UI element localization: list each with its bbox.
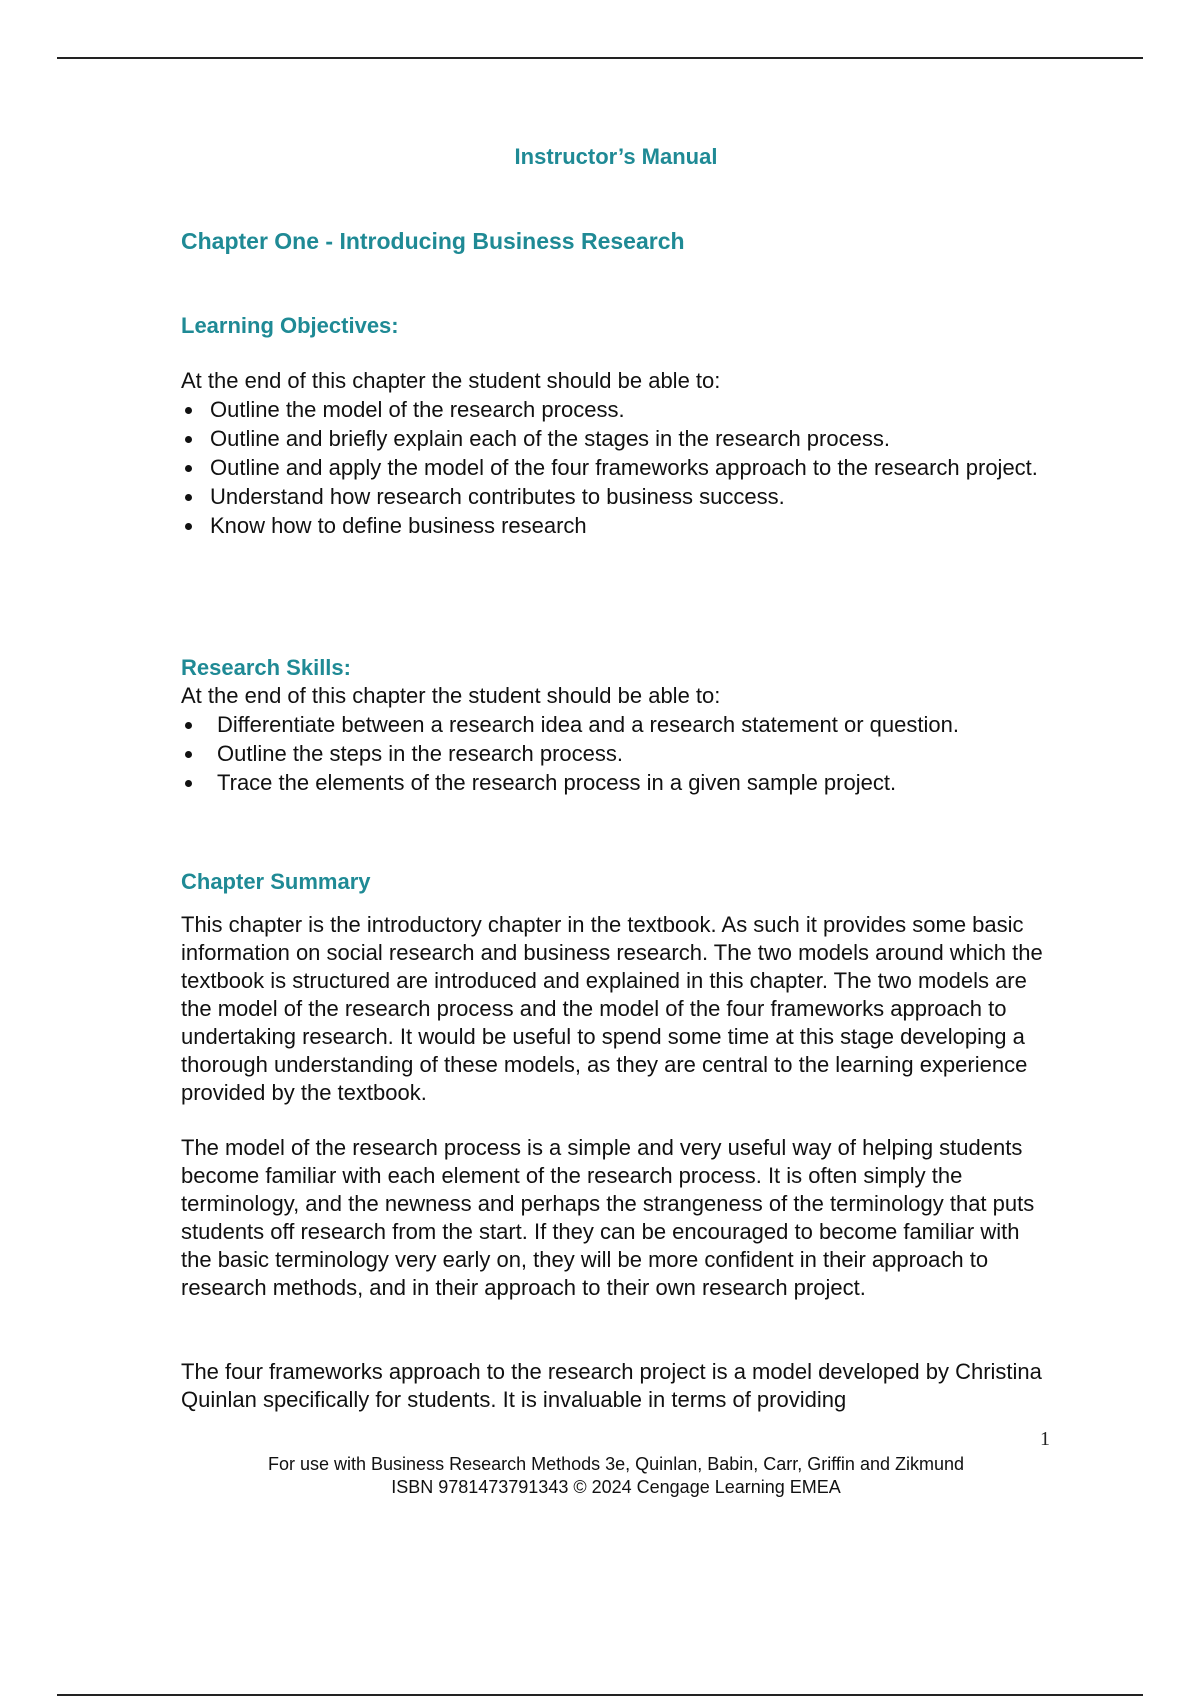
list-item: Trace the elements of the research process in a given sample project. (181, 769, 1051, 797)
chapter-heading: Chapter One - Introducing Business Research (181, 228, 685, 254)
research-skills-heading: Research Skills: (181, 655, 351, 680)
learning-objectives-intro: At the end of this chapter the student should be able to: (181, 368, 721, 393)
list-item: Differentiate between a research idea and a research statement or question. (181, 711, 1051, 739)
summary-paragraph: This chapter is the introductory chapter in the textbook. As such it provides some basic information on social research and business research. The two models around which the textbook is structured are introduced and explained in this chapter. The two models are the model of the research process and the model of the four frameworks approach to undertaking research. It would be useful to spend some time at this stage developing a thorough understanding of these models, as they are central to the learning experience provided by the textbook. (181, 912, 1043, 1105)
list-item: Outline the steps in the research process. (181, 740, 1051, 768)
learning-objectives-heading: Learning Objectives: (181, 313, 399, 338)
list-item: Know how to define business research (181, 512, 1051, 540)
footer-citation: For use with Business Research Methods 3e, Quinlan, Babin, Carr, Griffin and Zikmund (268, 1454, 964, 1474)
list-item: Understand how research contributes to business success. (181, 483, 1051, 511)
learning-objectives-list (181, 396, 1051, 541)
list-item: Outline and briefly explain each of the stages in the research process. (181, 425, 1051, 453)
bottom-rule (57, 1694, 1143, 1696)
footer (181, 1453, 1051, 1499)
list-item: Outline the model of the research process. (181, 396, 1051, 424)
research-skills-intro: At the end of this chapter the student should be able to: (181, 683, 721, 708)
summary-paragraph: The four frameworks approach to the research project is a model developed by Christina Quinlan specifically for students. It is invaluable in terms of providing (181, 1359, 1042, 1412)
footer-isbn: ISBN 9781473791343 © 2024 Cengage Learning EMEA (391, 1477, 841, 1497)
document-title: Instructor’s Manual (514, 144, 718, 169)
chapter-summary-heading: Chapter Summary (181, 869, 371, 894)
top-rule (57, 57, 1143, 59)
research-skills-list (181, 711, 1051, 798)
summary-paragraph: The model of the research process is a simple and very useful way of helping students become familiar with each element of the research process. It is often simply the terminology, and the newness and perhaps the strangeness of the terminology that puts students off research from the start. If they can be encouraged to become familiar with the basic terminology very early on, they will be more confident in their approach to research methods, and in their approach to their own research project. (181, 1135, 1035, 1300)
page-number: 1 (1040, 1428, 1050, 1450)
list-item: Outline and apply the model of the four frameworks approach to the research project. (181, 454, 1051, 482)
